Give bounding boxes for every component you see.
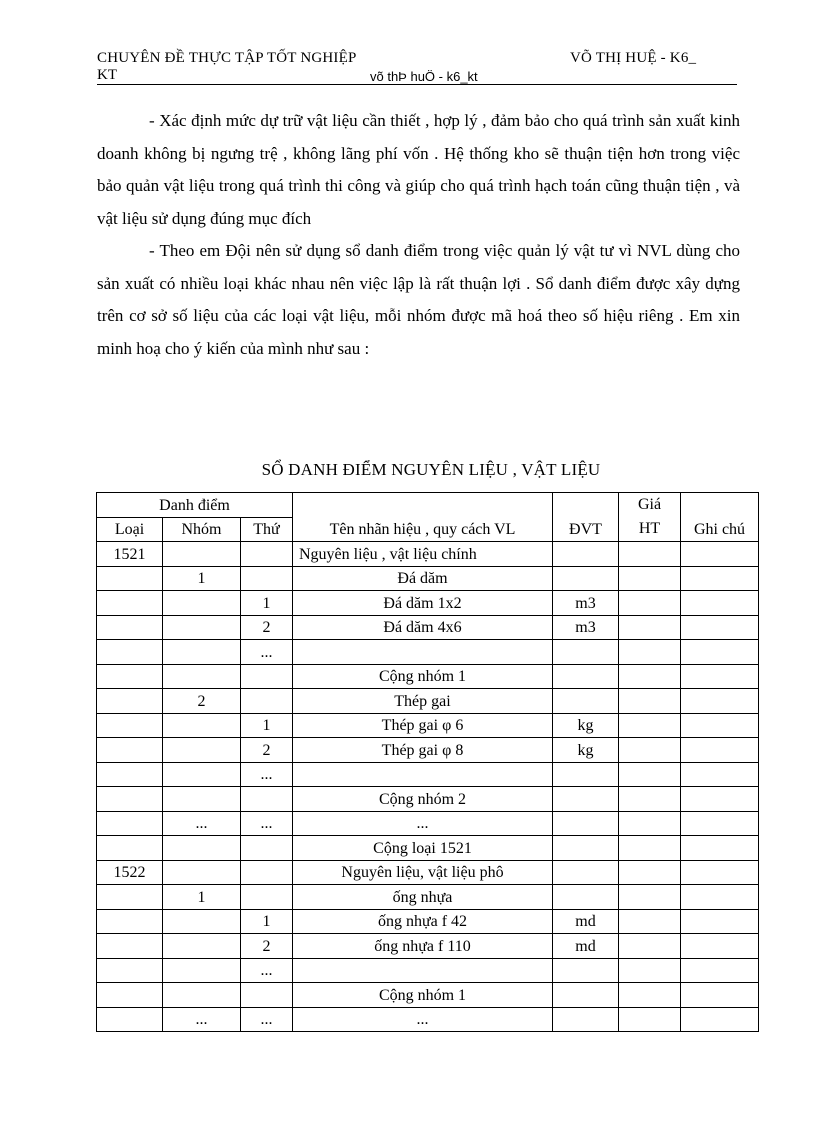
header-ten: Tên nhãn hiệu , quy cách VL: [293, 493, 553, 542]
cell-ghichu: [681, 958, 759, 983]
cell-ten: Cộng loại 1521: [293, 836, 553, 861]
cell-gia: [619, 640, 681, 665]
cell-ten: ống nhựa f 42: [293, 909, 553, 934]
cell-nhom: [163, 591, 241, 616]
cell-thu: [241, 983, 293, 1008]
paragraph: - Theo em Đội nên sử dụng sổ danh điểm trong việc quản lý vật tư vì NVL dùng cho sản xuất có nhiều loại khác nhau nên việc lập là rất thuận lợi . Sổ danh điểm được xây dựng trên cơ sở số liệu của các loại vật liệu, mỗi nhóm được mã hoá theo số hiệu riêng . Em xin minh hoạ cho ý kiến của mình như sau :: [97, 241, 740, 358]
cell-gia: [619, 738, 681, 763]
cell-ten: ống nhựa f 110: [293, 934, 553, 959]
table-title: SỔ DANH ĐIỂM NGUYÊN LIỆU , VẬT LIỆU: [261, 460, 601, 479]
cell-ten: [293, 762, 553, 787]
cell-gia: [619, 591, 681, 616]
header-ghichu: Ghi chú: [681, 493, 759, 542]
header-dvt: ĐVT: [553, 493, 619, 542]
cell-dvt: [553, 811, 619, 836]
cell-dvt: m3: [553, 591, 619, 616]
table-row: [97, 787, 759, 812]
cell-nhom: [163, 615, 241, 640]
cell-ghichu: [681, 713, 759, 738]
cell-ten: Đá dăm: [293, 566, 553, 591]
cell-ghichu: [681, 689, 759, 714]
header-danh-diem: Danh điểm: [97, 493, 293, 518]
cell-nhom: [163, 664, 241, 689]
cell-ghichu: [681, 615, 759, 640]
cell-dvt: [553, 566, 619, 591]
cell-ghichu: [681, 934, 759, 959]
cell-gia: [619, 860, 681, 885]
cell-thu: 1: [241, 909, 293, 934]
table-row: [97, 640, 759, 665]
cell-nhom: [163, 909, 241, 934]
cell-gia: [619, 811, 681, 836]
cell-loai: [97, 885, 163, 910]
cell-nhom: [163, 787, 241, 812]
cell-loai: [97, 811, 163, 836]
cell-ghichu: [681, 1007, 759, 1032]
cell-loai: [97, 689, 163, 714]
cell-gia: [619, 713, 681, 738]
cell-ghichu: [681, 983, 759, 1008]
cell-dvt: [553, 860, 619, 885]
cell-nhom: [163, 836, 241, 861]
cell-gia: [619, 1007, 681, 1032]
cell-dvt: [553, 640, 619, 665]
cell-dvt: [553, 885, 619, 910]
cell-thu: [241, 566, 293, 591]
cell-ghichu: [681, 664, 759, 689]
header-gia-line2: HT: [638, 520, 661, 537]
cell-dvt: [553, 664, 619, 689]
cell-dvt: [553, 689, 619, 714]
header-thu: Thứ: [241, 518, 293, 542]
cell-nhom: 1: [163, 566, 241, 591]
cell-thu: ...: [241, 1007, 293, 1032]
header-loai: Loại: [97, 518, 163, 542]
cell-ten: Nguyên liệu , vật liệu chính: [293, 542, 553, 567]
table-row: [97, 860, 759, 885]
header-subtitle: võ thÞ huÖ - k6_kt: [370, 69, 478, 84]
table-row: [97, 738, 759, 763]
cell-ten: [293, 640, 553, 665]
cell-loai: [97, 738, 163, 763]
cell-thu: [241, 787, 293, 812]
cell-loai: [97, 615, 163, 640]
cell-gia: [619, 836, 681, 861]
cell-ghichu: [681, 860, 759, 885]
table-row: [97, 542, 759, 567]
table-row: [97, 591, 759, 616]
cell-gia: [619, 542, 681, 567]
table-row: [97, 836, 759, 861]
cell-dvt: [553, 787, 619, 812]
cell-ten: Thép gai φ 6: [293, 713, 553, 738]
table-row: [97, 934, 759, 959]
cell-ghichu: [681, 885, 759, 910]
cell-thu: 2: [241, 738, 293, 763]
cell-loai: [97, 566, 163, 591]
cell-loai: [97, 1007, 163, 1032]
cell-thu: [241, 664, 293, 689]
paragraph: - Xác định mức dự trữ vật liệu cần thiết , hợp lý , đảm bảo cho quá trình sản xuất kinh doanh không bị ngưng trệ , không lãng phí vốn . Hệ thống kho sẽ thuận tiện hơn trong việc bảo quản vật liệu trong quá trình thi công và giúp cho quá trình hạch toán cũng thuận tiện , và vật liệu sử dụng đúng mục đích: [97, 111, 740, 228]
cell-gia: [619, 934, 681, 959]
cell-loai: [97, 787, 163, 812]
cell-thu: ...: [241, 811, 293, 836]
cell-thu: 2: [241, 615, 293, 640]
cell-ten: Cộng nhóm 2: [293, 787, 553, 812]
table-row: [97, 762, 759, 787]
cell-ten: Thép gai φ 8: [293, 738, 553, 763]
cell-ghichu: [681, 640, 759, 665]
cell-ghichu: [681, 836, 759, 861]
cell-loai: [97, 983, 163, 1008]
table-row: [97, 1007, 759, 1032]
cell-dvt: [553, 983, 619, 1008]
table-row: [97, 615, 759, 640]
table-row: [97, 566, 759, 591]
cell-nhom: [163, 542, 241, 567]
cell-thu: 1: [241, 713, 293, 738]
cell-nhom: 1: [163, 885, 241, 910]
cell-gia: [619, 983, 681, 1008]
cell-loai: [97, 934, 163, 959]
cell-dvt: [553, 1007, 619, 1032]
cell-ten: ...: [293, 1007, 553, 1032]
cell-dvt: md: [553, 934, 619, 959]
cell-ten: ống nhựa: [293, 885, 553, 910]
cell-nhom: ...: [163, 811, 241, 836]
cell-gia: [619, 689, 681, 714]
cell-dvt: [553, 836, 619, 861]
cell-thu: 2: [241, 934, 293, 959]
table-header-row: [97, 493, 759, 518]
cell-ten: Cộng nhóm 1: [293, 983, 553, 1008]
cell-gia: [619, 762, 681, 787]
cell-gia: [619, 885, 681, 910]
cell-ghichu: [681, 909, 759, 934]
cell-ten: [293, 958, 553, 983]
cell-nhom: [163, 762, 241, 787]
cell-thu: [241, 885, 293, 910]
cell-ghichu: [681, 762, 759, 787]
cell-ghichu: [681, 811, 759, 836]
cell-dvt: [553, 762, 619, 787]
cell-thu: [241, 689, 293, 714]
cell-gia: [619, 958, 681, 983]
cell-nhom: [163, 983, 241, 1008]
cell-thu: ...: [241, 762, 293, 787]
cell-gia: [619, 909, 681, 934]
cell-ten: Thép gai: [293, 689, 553, 714]
cell-thu: [241, 860, 293, 885]
table-row: [97, 909, 759, 934]
cell-loai: [97, 909, 163, 934]
cell-ghichu: [681, 591, 759, 616]
cell-nhom: ...: [163, 1007, 241, 1032]
header-gia-line1: Giá: [637, 496, 662, 513]
cell-thu: ...: [241, 958, 293, 983]
page-header: [97, 50, 737, 85]
cell-loai: 1522: [97, 860, 163, 885]
cell-ten: Đá dăm 4x6: [293, 615, 553, 640]
table-row: [97, 713, 759, 738]
cell-ten: Đá dăm 1x2: [293, 591, 553, 616]
cell-loai: [97, 958, 163, 983]
cell-thu: ...: [241, 640, 293, 665]
cell-nhom: [163, 958, 241, 983]
cell-nhom: [163, 713, 241, 738]
ledger-table: [96, 492, 759, 1032]
cell-ghichu: [681, 738, 759, 763]
cell-nhom: [163, 860, 241, 885]
table-row: [97, 811, 759, 836]
cell-dvt: [553, 542, 619, 567]
cell-loai: [97, 591, 163, 616]
cell-dvt: kg: [553, 713, 619, 738]
cell-gia: [619, 566, 681, 591]
cell-gia: [619, 664, 681, 689]
cell-ten: Cộng nhóm 1: [293, 664, 553, 689]
table-row: [97, 885, 759, 910]
header-title-kt: KT: [97, 67, 117, 83]
cell-loai: [97, 640, 163, 665]
cell-thu: 1: [241, 591, 293, 616]
cell-nhom: [163, 738, 241, 763]
cell-gia: [619, 615, 681, 640]
cell-dvt: md: [553, 909, 619, 934]
cell-thu: [241, 836, 293, 861]
cell-ten: Nguyên liệu, vật liệu phô: [293, 860, 553, 885]
table-row: [97, 689, 759, 714]
table-row: [97, 958, 759, 983]
table-row: [97, 983, 759, 1008]
cell-thu: [241, 542, 293, 567]
header-title-right: VÕ THỊ HUỆ - K6_: [570, 50, 697, 66]
cell-loai: [97, 762, 163, 787]
cell-loai: [97, 713, 163, 738]
cell-nhom: [163, 934, 241, 959]
cell-ten: ...: [293, 811, 553, 836]
cell-gia: [619, 787, 681, 812]
cell-dvt: m3: [553, 615, 619, 640]
table-row: [97, 664, 759, 689]
header-nhom: Nhóm: [163, 518, 241, 542]
cell-dvt: [553, 958, 619, 983]
header-title-left: CHUYÊN ĐỀ THỰC TẬP TỐT NGHIỆP: [97, 50, 357, 66]
cell-ghichu: [681, 542, 759, 567]
cell-ghichu: [681, 787, 759, 812]
cell-ghichu: [681, 566, 759, 591]
cell-loai: [97, 664, 163, 689]
cell-loai: [97, 836, 163, 861]
body-text: [97, 105, 740, 365]
cell-nhom: [163, 640, 241, 665]
cell-nhom: 2: [163, 689, 241, 714]
cell-dvt: kg: [553, 738, 619, 763]
cell-loai: 1521: [97, 542, 163, 567]
header-gia: [619, 493, 681, 542]
